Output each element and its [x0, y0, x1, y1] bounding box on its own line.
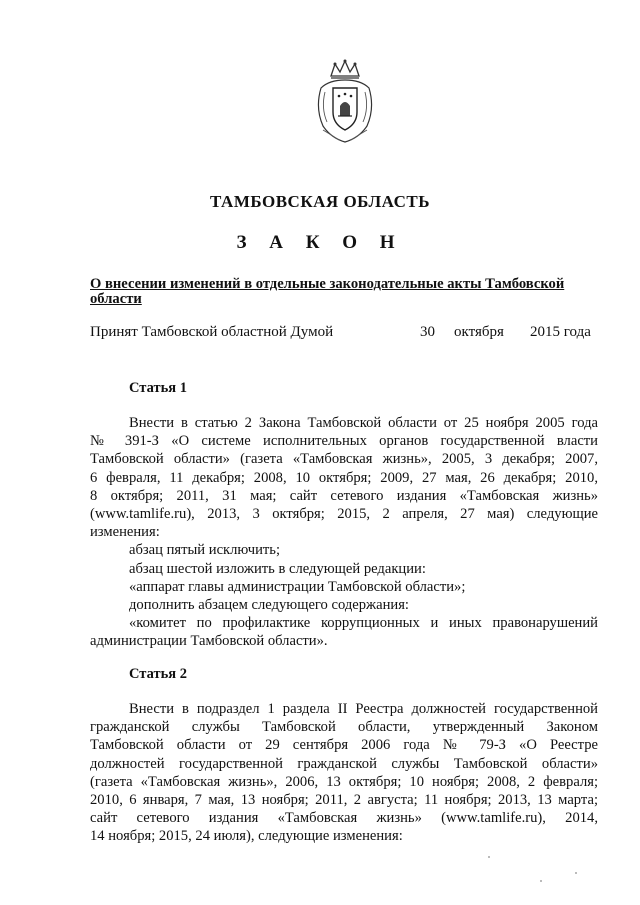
article-1-line: № 391-З «О системе исполнительных органов государственной власти: [90, 433, 598, 450]
article-1-line: абзац шестой изложить в следующей редакции:: [129, 560, 426, 577]
scan-speck: [540, 880, 542, 882]
scan-speck: [488, 856, 490, 858]
article-1-heading: Статья 1: [129, 380, 187, 396]
scan-speck: [575, 872, 577, 874]
article-1-line: Внести в статью 2 Закона Тамбовской области от 25 ноября 2005 года: [129, 415, 598, 431]
article-1-line: 6 февраля, 11 декабря; 2008, 10 октября; 2009, 27 мая, 26 декабря; 2010,: [90, 469, 598, 486]
adoption-year: 2015 года: [530, 324, 591, 340]
article-2-line: (газета «Тамбовская жизнь», 2006, 13 октября; 10 ноября; 2008, 2 февраля;: [90, 773, 598, 790]
article-1-body: [90, 414, 598, 650]
document-type-title: З А К О Н: [236, 232, 404, 253]
law-subject-line: области: [90, 291, 142, 307]
article-1-line: «аппарат главы администрации Тамбовской области»;: [129, 578, 466, 595]
article-1-line: изменения:: [90, 524, 160, 541]
article-2-line: должностей государственной гражданской службы Тамбовской области»: [90, 755, 598, 772]
article-1-line: администрации Тамбовской области».: [90, 633, 328, 650]
article-2-line: гражданской службы Тамбовской области, утвержденный Законом: [90, 719, 598, 736]
coat-of-arms-icon: [313, 58, 377, 144]
adoption-month: октября: [454, 324, 504, 340]
article-2-line: Тамбовской области от 29 сентября 2006 года № 79-З «О Реестре: [90, 737, 598, 754]
article-1-line: «комитет по профилактике коррупционных и иных правонарушений: [129, 615, 598, 632]
article-2-line: сайт сетевого издания «Тамбовская жизнь» (www.tamlife.ru), 2014,: [90, 810, 598, 827]
article-1-line: Тамбовской области» (газета «Тамбовская жизнь», 2005, 3 декабря; 2007,: [90, 451, 598, 468]
article-2-line: 14 ноября; 2015, 24 июля), следующие изменения:: [90, 828, 403, 845]
article-2-heading: Статья 2: [129, 666, 187, 682]
adoption-label: Принят Тамбовской областной Думой: [90, 324, 334, 340]
law-subject-line: О внесении изменений в отдельные законодательные акты Тамбовской: [90, 276, 565, 292]
adoption-day: 30: [420, 324, 435, 340]
article-1-line: 8 октября; 2011, 31 мая; сайт сетевого издания «Тамбовская жизнь»: [90, 487, 598, 504]
article-1-line: дополнить абзацем следующего содержания:: [129, 596, 409, 613]
law-subject: [90, 277, 610, 307]
article-1-line: (www.tamlife.ru), 2013, 3 октября; 2015, 2 апреля, 27 мая) следующие: [90, 505, 598, 522]
article-2-body: [90, 700, 598, 846]
region-title: ТАМБОВСКАЯ ОБЛАСТЬ: [210, 192, 430, 211]
article-2-line: Внести в подраздел 1 раздела II Реестра должностей государственной: [129, 701, 598, 717]
article-2-line: 2010, 6 января, 7 мая, 13 ноября; 2011, 2 августа; 11 ноября; 2013, 13 марта;: [90, 791, 598, 808]
article-1-line: абзац пятый исключить;: [129, 542, 281, 559]
